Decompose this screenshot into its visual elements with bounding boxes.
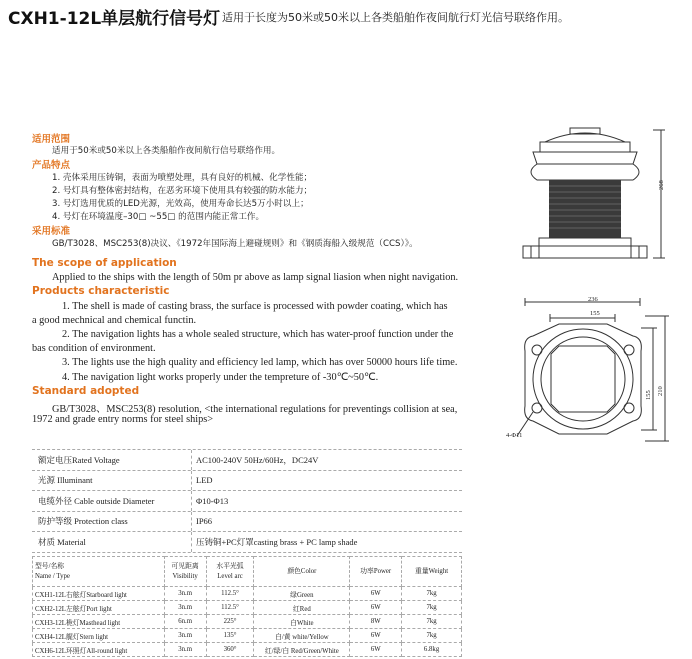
en-characteristic-line: 1. The shell is made of casting brass, the surface is processed with powder coating, which has [62,301,448,312]
mounting-hole [532,403,542,413]
header-cn: 可见距离 [171,562,199,570]
cell-power: 6W [350,601,402,615]
table-row [33,643,462,657]
en-scope-heading: The scope of application [32,257,177,269]
cn-scope-heading: 适用范围 [32,134,71,145]
header-level-arc [206,557,254,587]
header-name [33,557,165,587]
cn-standard-text: GB/T3028、MSC253(8)决议、《1972年国际海上避碰规则》和《钢质海船入级规范（CCS）》。 [52,239,418,249]
cell-level-arc: 112.5° [206,601,254,615]
lamp-upper-ring [540,142,630,152]
spec-value: IP66 [196,516,213,527]
cell-level-arc: 360° [206,643,254,657]
spec-row [32,532,462,553]
spec-value: AC100-240V 50Hz/60Hz，DC24V [196,454,319,465]
cn-feature-item: 4. 号灯在环境温度–30□ ~55□ 的范围内能正常工作。 [52,212,265,222]
lamp-lens-body [549,180,621,238]
mounting-hole [624,345,634,355]
cn-feature-item: 1. 壳体采用压铸铜，表面为喷塑处理，具有良好的机械、化学性能； [52,173,313,183]
table-row [33,615,462,629]
cell-weight: 7kg [402,601,462,615]
header-power [350,557,402,587]
spec-value: LED [196,475,213,486]
en-characteristic-line: bas condition of environment. [32,343,156,354]
header-weight [402,557,462,587]
spec-label: 电缆外径 Cable outside Diameter [32,491,192,511]
en-standard-line: GB/T3028、MSC253(8) resolution, <the international regulations for preventings collision at sea, [52,404,458,415]
header-en: Level arc [217,572,243,580]
table-row [33,601,462,615]
lamp-lower-ring [539,238,631,246]
mounting-hole [532,345,542,355]
model-table [32,556,462,657]
lamp-center-block [551,346,615,412]
cn-scope-text: 适用于50米或50米以上各类船舶作夜间航行信号联络作用。 [52,146,281,156]
cell-name: CXH4-12L艉灯Stern light [33,629,165,643]
en-scope-text: Applied to the ships with the length of 50m pr above as lamp signal liasion when night navigation. [52,272,459,283]
cell-power: 6W [350,643,402,657]
side-view-drawing [515,120,675,265]
cell-level-arc: 225° [206,615,254,629]
header-cn: 颜色Color [287,567,317,575]
spec-value: Φ10-Φ13 [196,495,229,506]
height-dimension-label: 268 [658,180,665,190]
cell-power: 6W [350,629,402,643]
cell-name: CXH2-12L左舷灯Port light [33,601,165,615]
spec-value: 压铸铜+PC灯罩casting brass + PC lamp shade [196,536,358,547]
cell-weight: 7kg [402,615,462,629]
cell-visibility: 3n.m [164,629,206,643]
cell-level-arc: 135° [206,629,254,643]
header-cn: 型号/名称 [35,562,65,570]
header-color [254,557,350,587]
top-view-drawing [515,296,675,446]
lamp-base-foot [531,246,539,258]
spec-row [32,512,462,533]
top-width-inner-label: 155 [590,310,600,317]
cn-feature-item: 3. 号灯选用优质的LED光源，光效高，使用寿命长达5万小时以上； [52,199,309,209]
cell-color: 白White [254,615,350,629]
top-width-outer-label: 236 [588,296,598,303]
hole-label: 4-Φ11 [506,432,523,439]
page-subtitle: 适用于长度为50米或50米以上各类船舶作夜间航行灯光信号联络作用。 [222,11,569,24]
spec-label: 光源 Illuminant [32,471,192,491]
spec-label: 材质 Material [32,532,192,552]
cell-color: 红Red [254,601,350,615]
en-characteristic-line: 3. The lights use the high quality and efficiency led lamp, which has over 50000 hours life time. [62,357,458,368]
page-title: CXH1-12L单层航行信号灯 [8,9,221,29]
lamp-base-foot [631,246,639,258]
top-height-inner-label: 155 [645,390,652,400]
cn-standard-heading: 采用标准 [32,226,71,237]
header-en: Visibility [172,572,198,580]
lamp-upper-flange [533,152,637,164]
cell-color: 绿Green [254,587,350,601]
table-row [33,629,462,643]
cell-visibility: 3n.m [164,643,206,657]
en-standard-heading: Standard adopted [32,385,140,397]
en-characteristic-line: 2. The navigation lights has a whole sealed structure, which has water-proof function under the [62,329,454,340]
spec-label: 防护等级 Protection class [32,512,192,532]
spec-row [32,449,462,471]
en-characteristic-heading: Products characteristic [32,285,170,297]
lamp-guard [531,164,639,180]
cell-name: CXH1-12L右舷灯Starboard light [33,587,165,601]
table-row [33,587,462,601]
cell-visibility: 3n.m [164,587,206,601]
top-height-outer-label: 210 [657,386,664,396]
cell-weight: 6.8kg [402,643,462,657]
cell-weight: 7kg [402,587,462,601]
cell-power: 6W [350,587,402,601]
cell-name: CXH3-12L桅灯Masthead light [33,615,165,629]
cell-color: 红/绿/白 Red/Green/White [254,643,350,657]
cn-features-heading: 产品特点 [32,160,71,171]
model-table-header [33,557,462,587]
spec-table [32,449,462,553]
spec-row [32,471,462,492]
lamp-base [523,246,647,258]
cell-name: CXH6-12L环照灯All-round light [33,643,165,657]
spec-row [32,491,462,512]
spec-label: 额定电压Rated Voltage [32,450,192,470]
header-en: Name / Type [35,572,70,580]
header-cn: 水平光弧 [216,562,244,570]
cell-level-arc: 112.5° [206,587,254,601]
header-cn: 功率Power [360,567,392,575]
cell-power: 8W [350,615,402,629]
cell-weight: 7kg [402,629,462,643]
cn-feature-item: 2. 号灯具有整体密封结构，在恶劣环境下使用具有较强的防水能力； [52,186,313,196]
lamp-outer-circle [533,329,633,429]
base-outline [525,324,642,434]
en-standard-line: 1972 and grade entry norms for steel ships> [32,414,214,425]
header-cn: 重量Weight [415,567,449,575]
en-characteristic-line: a good mechnical and chemical functin. [32,315,197,326]
mounting-hole [624,403,634,413]
cell-visibility: 6n.m [164,615,206,629]
cell-visibility: 3n.m [164,601,206,615]
lamp-inner-circle [541,337,625,421]
cell-color: 白/黄 white/Yellow [254,629,350,643]
header-visibility [164,557,206,587]
en-characteristic-line: 4. The navigation light works properly under the tempreture of -30℃~50℃. [62,372,379,383]
